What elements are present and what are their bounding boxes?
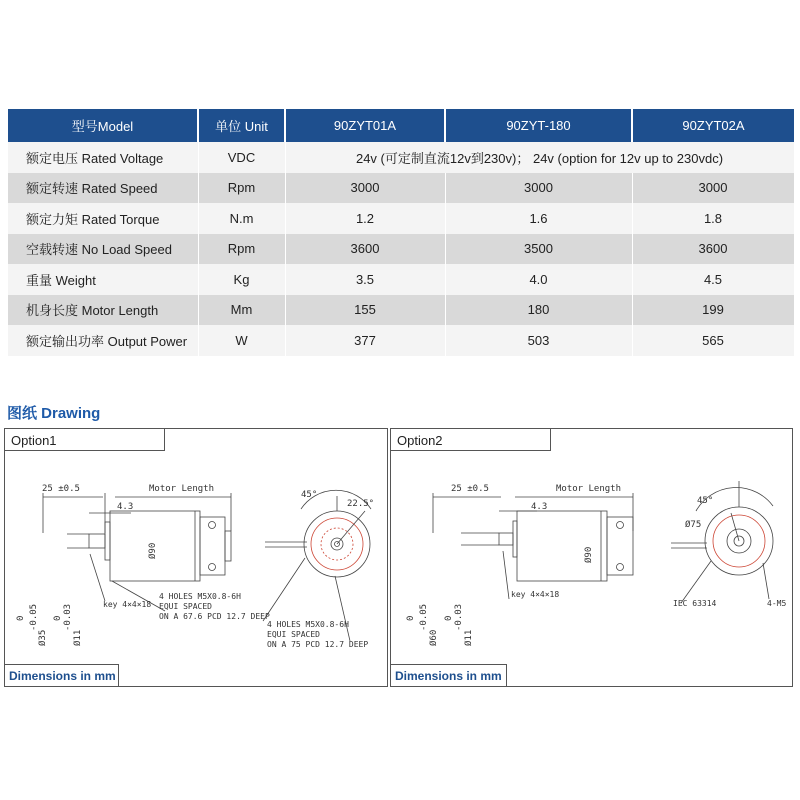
- value-cell: 3600: [632, 234, 794, 265]
- dia-11: Ø11: [73, 629, 83, 646]
- header-90zyt-180: 90ZYT-180: [445, 109, 632, 142]
- angle-45: 45°: [697, 496, 714, 506]
- option1-panel: [4, 428, 388, 687]
- dia-11: Ø11: [464, 629, 474, 646]
- dim-25: 25 ±0.5: [42, 484, 80, 494]
- option2-label: Option2: [391, 429, 551, 451]
- shaft-shape: [499, 533, 513, 545]
- param-cell: 空载转速 No Load Speed: [8, 234, 198, 265]
- header-90zyt01a: 90ZYT01A: [285, 109, 445, 142]
- holes1-line3: ON A 67.6 PCD 12.7 DEEP: [159, 612, 270, 621]
- option2-panel: [390, 428, 793, 687]
- zero-b: 0: [444, 615, 454, 621]
- zero-b: 0: [53, 615, 63, 621]
- value-cell: 1.6: [445, 203, 632, 234]
- dim-25: 25 ±0.5: [451, 484, 489, 494]
- table-row: [8, 142, 794, 173]
- table-row: [8, 203, 794, 234]
- key-label: key 4×4×18: [103, 600, 152, 609]
- dia-35: Ø35: [38, 629, 48, 646]
- iec-label: IEC 63314: [673, 599, 717, 608]
- holes1-line1: 4 HOLES M5X0.8-6H: [159, 592, 241, 601]
- voltage-merged-cell: 24v (可定制直流12v到230v)； 24v (option for 12v up to 230vdc): [285, 142, 794, 173]
- value-cell: 180: [445, 295, 632, 326]
- dia-90: Ø90: [584, 546, 594, 563]
- tol-11: -0.03: [63, 603, 73, 631]
- tol-35: -0.05: [29, 603, 39, 631]
- dim-4-3: 4.3: [531, 502, 548, 512]
- header-90zyt02a: 90ZYT02A: [632, 109, 794, 142]
- value-cell: 3.5: [285, 264, 445, 295]
- option2-drawing: [391, 451, 792, 665]
- value-cell: 3600: [285, 234, 445, 265]
- option1-label: Option1: [5, 429, 165, 451]
- unit-cell: VDC: [198, 142, 285, 173]
- dia-60: Ø60: [429, 629, 439, 646]
- dia-90: Ø90: [148, 542, 158, 559]
- spec-table: [8, 109, 795, 356]
- holes2-line2: EQUI SPACED: [267, 630, 320, 639]
- table-row: [8, 173, 794, 204]
- table-row: [8, 325, 794, 356]
- value-cell: 4.0: [445, 264, 632, 295]
- value-cell: 4.5: [632, 264, 794, 295]
- header-unit: 单位 Unit: [198, 109, 285, 142]
- value-cell: 199: [632, 295, 794, 326]
- param-cell: 机身长度 Motor Length: [8, 295, 198, 326]
- holes2-line1: 4 HOLES M5X0.8-6H: [267, 620, 349, 629]
- value-cell: 3000: [285, 173, 445, 204]
- unit-cell: Mm: [198, 295, 285, 326]
- unit-cell: Kg: [198, 264, 285, 295]
- value-cell: 3000: [632, 173, 794, 204]
- table-row: [8, 295, 794, 326]
- option1-drawing: [5, 451, 387, 665]
- tol-11: -0.03: [454, 603, 464, 631]
- param-cell: 额定力矩 Rated Torque: [8, 203, 198, 234]
- key-label: key 4×4×18: [511, 590, 560, 599]
- unit-cell: N.m: [198, 203, 285, 234]
- param-cell: 重量 Weight: [8, 264, 198, 295]
- tol-60: -0.05: [419, 603, 429, 631]
- holes2-line3: ON A 75 PCD 12.7 DEEP: [267, 640, 369, 649]
- motor-length-label: Motor Length: [149, 484, 215, 494]
- holes1-line2: EQUI SPACED: [159, 602, 212, 611]
- angle-45: 45°: [301, 490, 318, 500]
- header-model: 型号Model: [8, 109, 198, 142]
- value-cell: 155: [285, 295, 445, 326]
- drawing-title: 图纸 Drawing: [7, 405, 101, 422]
- table-row: [8, 264, 794, 295]
- param-cell: 额定电压 Rated Voltage: [8, 142, 198, 173]
- option1-footer: Dimensions in mm: [5, 664, 119, 686]
- value-cell: 503: [445, 325, 632, 356]
- option2-footer: Dimensions in mm: [391, 664, 507, 686]
- value-cell: 3000: [445, 173, 632, 204]
- param-cell: 额定输出功率 Output Power: [8, 325, 198, 356]
- value-cell: 565: [632, 325, 794, 356]
- param-cell: 额定转速 Rated Speed: [8, 173, 198, 204]
- motor-length-label: Motor Length: [556, 484, 622, 494]
- dia-75: Ø75: [685, 520, 702, 530]
- table-row: [8, 234, 794, 265]
- shaft-shape: [89, 534, 105, 548]
- value-cell: 1.8: [632, 203, 794, 234]
- value-cell: 3500: [445, 234, 632, 265]
- value-cell: 1.2: [285, 203, 445, 234]
- dim-4-3: 4.3: [117, 502, 134, 512]
- value-cell: 377: [285, 325, 445, 356]
- angle-22-5: 22.5°: [347, 499, 375, 509]
- m5-label: 4-M5: [767, 599, 787, 608]
- zero-a: 0: [406, 615, 416, 621]
- zero-a: 0: [16, 615, 26, 621]
- unit-cell: Rpm: [198, 173, 285, 204]
- unit-cell: Rpm: [198, 234, 285, 265]
- table-header-row: [8, 109, 794, 142]
- unit-cell: W: [198, 325, 285, 356]
